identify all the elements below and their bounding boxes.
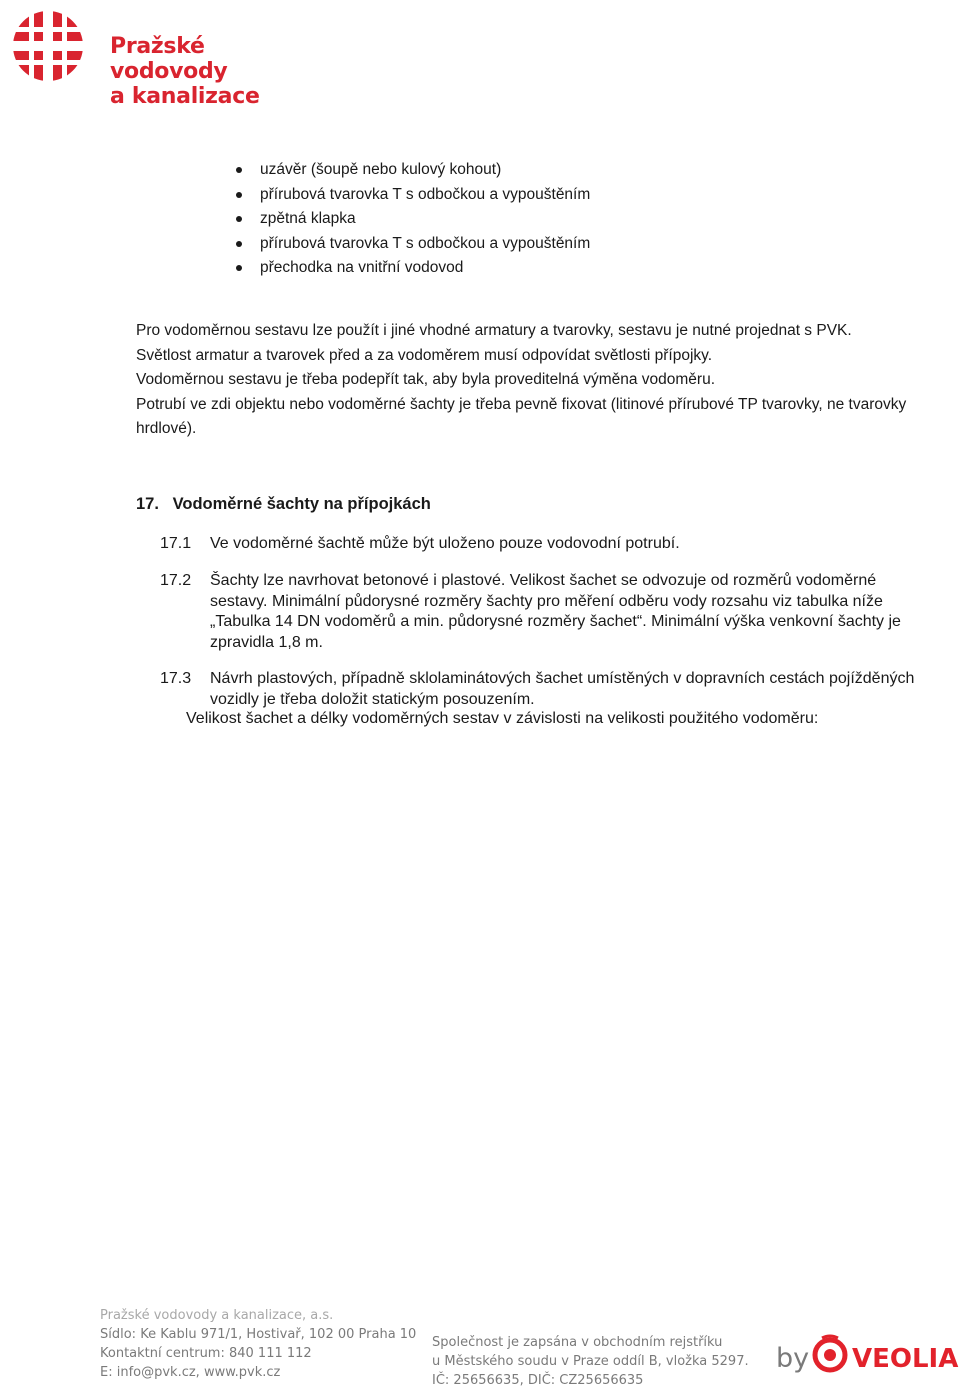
subsection-text: Ve vodoměrné šachtě může být uloženo pouze vodovodní potrubí.	[210, 535, 680, 552]
list-item: přírubová tvarovka T s odbočkou a vypouštěním	[236, 183, 590, 208]
footer-company-info	[100, 1306, 416, 1382]
subsection-number: 17.2	[160, 572, 192, 589]
subsection-17-2	[160, 571, 930, 653]
subsection-17-3	[160, 669, 930, 710]
logo-text	[110, 34, 320, 109]
logo-line-2: a kanalizace	[110, 84, 260, 109]
subsection-text: Šachty lze navrhovat betonové i plastové. Velikost šachet se odvozuje od rozměrů vodoměrné sestavy. Minimální půdorysné rozměry šachty pro měření odběru vody rozsahu viz tabulka níže „Tabulka 14 DN vodoměrů a min. půdorysné rozměry šachet“. Minimální výška venkovní šachty je zpravidla 1,8 m.	[210, 572, 901, 651]
logo-line-1: Pražské vodovody	[110, 34, 228, 84]
veolia-ring-icon	[810, 1334, 850, 1374]
body-paragraphs	[136, 319, 926, 442]
footer-registry-2: u Městského soudu v Praze oddíl B, vložka 5297.	[432, 1354, 749, 1369]
veolia-by: by	[776, 1343, 810, 1374]
subsection-17-1	[160, 534, 930, 555]
section-heading	[136, 492, 431, 516]
list-item: zpětná klapka	[236, 207, 590, 232]
section-title: Vodoměrné šachty na přípojkách	[172, 495, 431, 513]
subsection-number: 17.3	[160, 670, 192, 687]
list-item: přírubová tvarovka T s odbočkou a vypouštěním	[236, 232, 590, 257]
section-number: 17.	[136, 495, 159, 513]
footer-ids: IČ: 25656635, DIČ: CZ25656635	[432, 1373, 644, 1388]
subsection-text: Návrh plastových, případně sklolaminátových šachet umístěných v dopravních cestách pojížděných vozidly je třeba doložit statickým posouzením.	[210, 670, 915, 708]
footer-email-web: E: info@pvk.cz, www.pvk.cz	[100, 1365, 281, 1380]
paragraph: Světlost armatur a tvarovek před a za vodoměrem musí odpovídat světlosti přípojky.	[136, 346, 713, 364]
table-intro-line: Velikost šachet a délky vodoměrných sestav v závislosti na velikosti použitého vodoměru:	[186, 710, 819, 727]
pvk-logo	[10, 8, 320, 109]
veolia-wordmark: VEOLIA	[852, 1344, 959, 1374]
pvk-logo-mark-icon	[10, 8, 86, 84]
paragraph: Potrubí ve zdi objektu nebo vodoměrné šachty je třeba pevně fixovat (litinové přírubové TP tvarovky, ne tvarovky hrdlové).	[136, 395, 907, 437]
subsection-number: 17.1	[160, 535, 192, 552]
footer-registry-1: Společnost je zapsána v obchodním rejstříku	[432, 1335, 723, 1350]
list-item: uzávěr (šoupě nebo kulový kohout)	[236, 158, 590, 183]
footer-address: Sídlo: Ke Kablu 971/1, Hostivař, 102 00 Praha 10	[100, 1327, 417, 1342]
veolia-logo	[776, 1334, 959, 1378]
footer-registry-info	[432, 1333, 749, 1390]
footer-company: Pražské vodovody a kanalizace, a.s.	[100, 1308, 334, 1323]
footer-contact: Kontaktní centrum: 840 111 112	[100, 1346, 312, 1361]
paragraph: Vodoměrnou sestavu je třeba podepřít tak, aby byla proveditelná výměna vodoměru.	[136, 371, 716, 388]
paragraph: Pro vodoměrnou sestavu lze použít i jiné vhodné armatury a tvarovky, sestavu je nutné projednat s PVK.	[136, 322, 852, 339]
list-item: přechodka na vnitřní vodovod	[236, 256, 590, 281]
fittings-list	[236, 158, 590, 281]
